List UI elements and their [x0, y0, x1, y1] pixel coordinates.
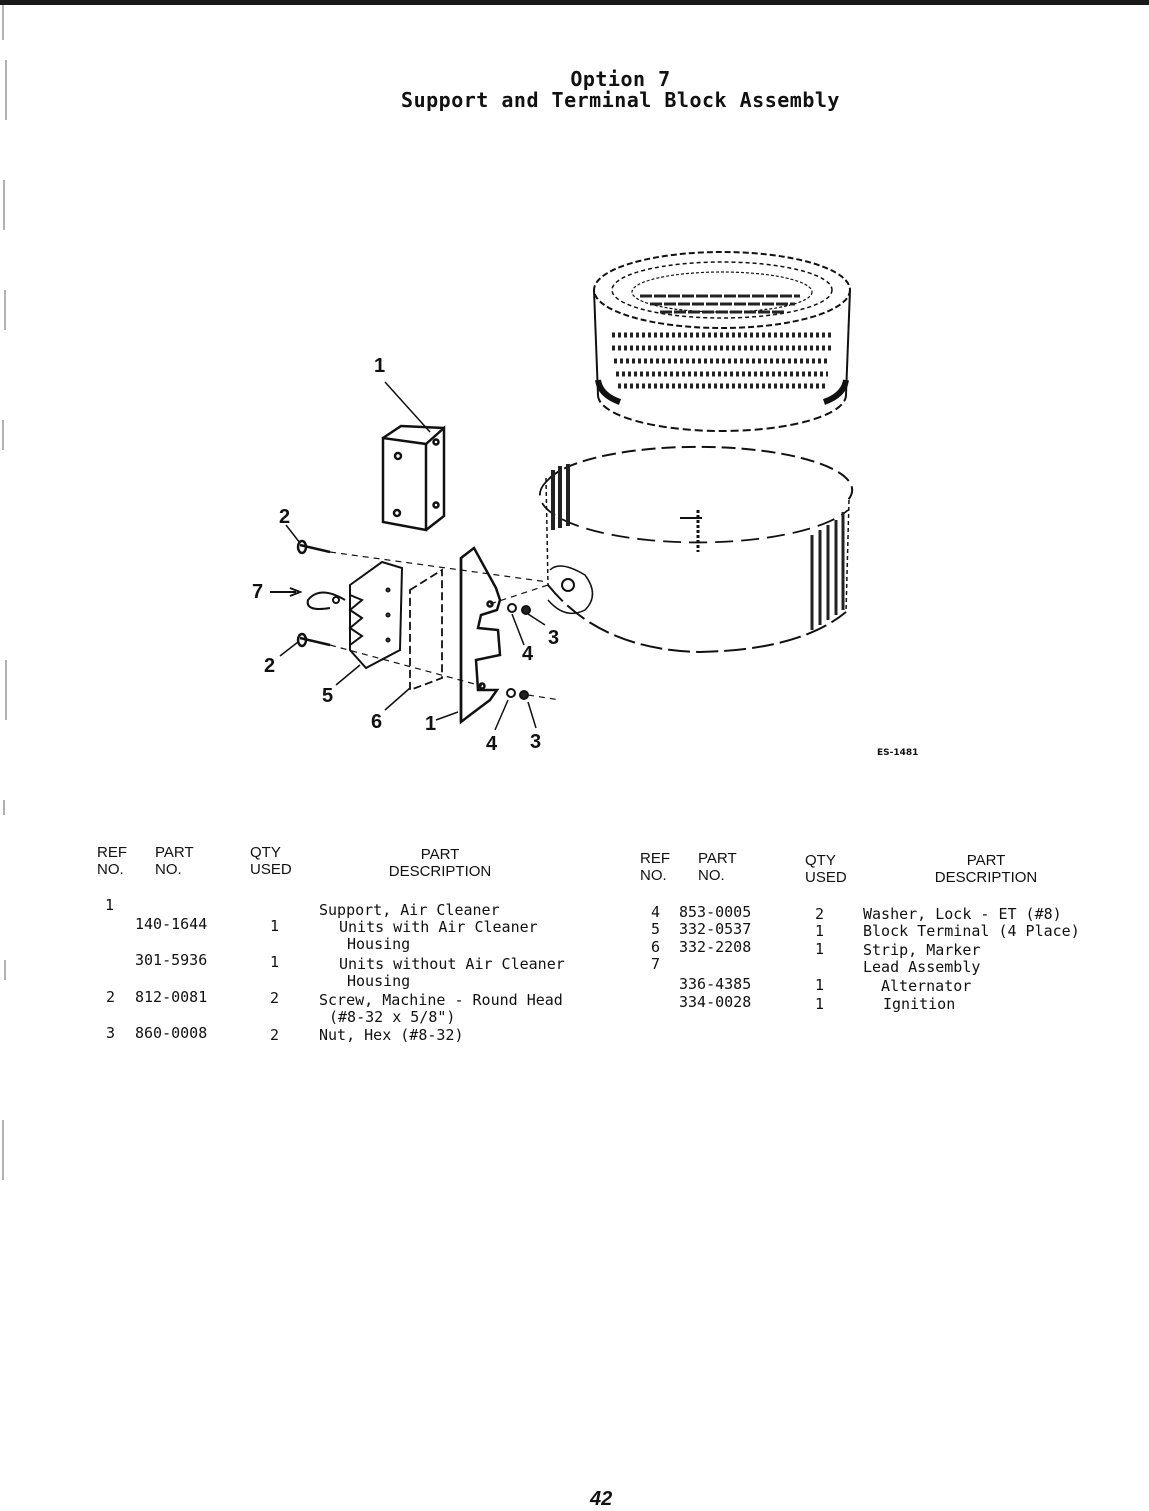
qty-cell: 1 [815, 922, 825, 940]
header-part-left [155, 844, 194, 878]
callout-5: 5 [322, 685, 334, 707]
part-cell: 140-1644 [135, 915, 208, 933]
header-part-no-r: NO. [698, 867, 725, 884]
header-ref-left [97, 844, 127, 878]
desc-cell: Washer, Lock - ET (#8) [863, 905, 1062, 923]
desc-cell: Ignition [883, 995, 956, 1013]
title-line-1: Option 7 [570, 67, 671, 91]
part-cell: 812-0081 [135, 988, 208, 1006]
header-qty-used-r: USED [805, 869, 847, 886]
desc-cell: Housing [347, 935, 411, 953]
header-ref-text: REF [97, 844, 127, 861]
desc-cell: Lead Assembly [863, 958, 981, 976]
ref-cell: 2 [106, 988, 116, 1006]
ref-cell: 3 [106, 1024, 116, 1042]
desc-cell: Support, Air Cleaner [319, 901, 500, 919]
part-cell: 332-2208 [679, 938, 752, 956]
callout-1-upper: 1 [374, 355, 386, 377]
qty-cell: 2 [270, 1026, 280, 1044]
part-cell: 301-5936 [135, 951, 208, 969]
callout-3-upper: 3 [548, 627, 560, 649]
header-ref-no-r: NO. [640, 867, 667, 884]
ref-cell: 6 [651, 938, 661, 956]
desc-cell: Strip, Marker [863, 941, 981, 959]
part-cell: 336-4385 [679, 975, 752, 993]
header-desc-left [370, 846, 510, 880]
part-cell: 332-0537 [679, 920, 752, 938]
header-part-text-r: PART [698, 850, 737, 867]
header-part-text: PART [155, 844, 194, 861]
header-qty-text-r: QTY [805, 852, 836, 869]
header-desc-part: PART [420, 846, 460, 863]
qty-cell: 2 [270, 989, 280, 1007]
qty-cell: 2 [815, 905, 825, 923]
desc-cell: Screw, Machine - Round Head [319, 991, 563, 1009]
qty-cell: 1 [815, 976, 825, 994]
desc-cell: Units with Air Cleaner [339, 918, 538, 936]
title-line-2: Support and Terminal Block Assembly [401, 88, 840, 112]
ref-cell: 7 [651, 955, 661, 973]
figure-code: ES-1481 [877, 748, 919, 758]
support-bracket [383, 426, 444, 530]
desc-cell: Block Terminal (4 Place) [863, 922, 1080, 940]
header-part-right [698, 850, 737, 884]
ref-cell: 4 [651, 903, 661, 921]
terminal-block [350, 562, 402, 668]
callout-4-upper: 4 [522, 643, 534, 665]
lead-assembly [270, 588, 345, 609]
desc-cell: (#8-32 x 5/8") [329, 1008, 456, 1026]
marker-strip [410, 570, 442, 690]
header-qty-right [805, 852, 847, 886]
qty-cell: 1 [270, 953, 280, 971]
part-cell: 860-0008 [135, 1024, 208, 1042]
air-cleaner-element [594, 252, 850, 431]
desc-cell: Alternator [881, 977, 972, 995]
header-qty-used: USED [250, 861, 292, 878]
page-number: 42 [590, 1488, 613, 1510]
callout-1-lower: 1 [425, 713, 437, 735]
header-desc-right [916, 852, 1056, 886]
header-part-no: NO. [155, 861, 182, 878]
header-ref-no: NO. [97, 861, 124, 878]
part-cell: 334-0028 [679, 993, 752, 1011]
qty-cell: 1 [815, 940, 825, 958]
part-cell: 853-0005 [679, 903, 752, 921]
desc-cell: Housing [347, 972, 411, 990]
header-desc-description-r: DESCRIPTION [934, 869, 1038, 886]
header-desc-description: DESCRIPTION [388, 863, 492, 880]
ref-cell: 1 [105, 896, 115, 914]
callout-4-lower: 4 [486, 733, 498, 755]
header-desc-part-r: PART [966, 852, 1006, 869]
callout-3-lower: 3 [530, 731, 542, 753]
ref-cell: 5 [651, 920, 661, 938]
air-cleaner-housing [540, 447, 852, 652]
header-qty-left [250, 844, 292, 878]
header-ref-text-r: REF [640, 850, 670, 867]
qty-cell: 1 [815, 995, 825, 1013]
header-ref-right [640, 850, 670, 884]
callout-2-upper: 2 [279, 506, 291, 528]
desc-cell: Units without Air Cleaner [339, 955, 565, 973]
desc-cell: Nut, Hex (#8-32) [319, 1026, 464, 1044]
callout-2-lower: 2 [264, 655, 276, 677]
callout-6: 6 [371, 711, 383, 733]
header-qty-text: QTY [250, 844, 281, 861]
callout-7: 7 [252, 581, 264, 603]
qty-cell: 1 [270, 917, 280, 935]
